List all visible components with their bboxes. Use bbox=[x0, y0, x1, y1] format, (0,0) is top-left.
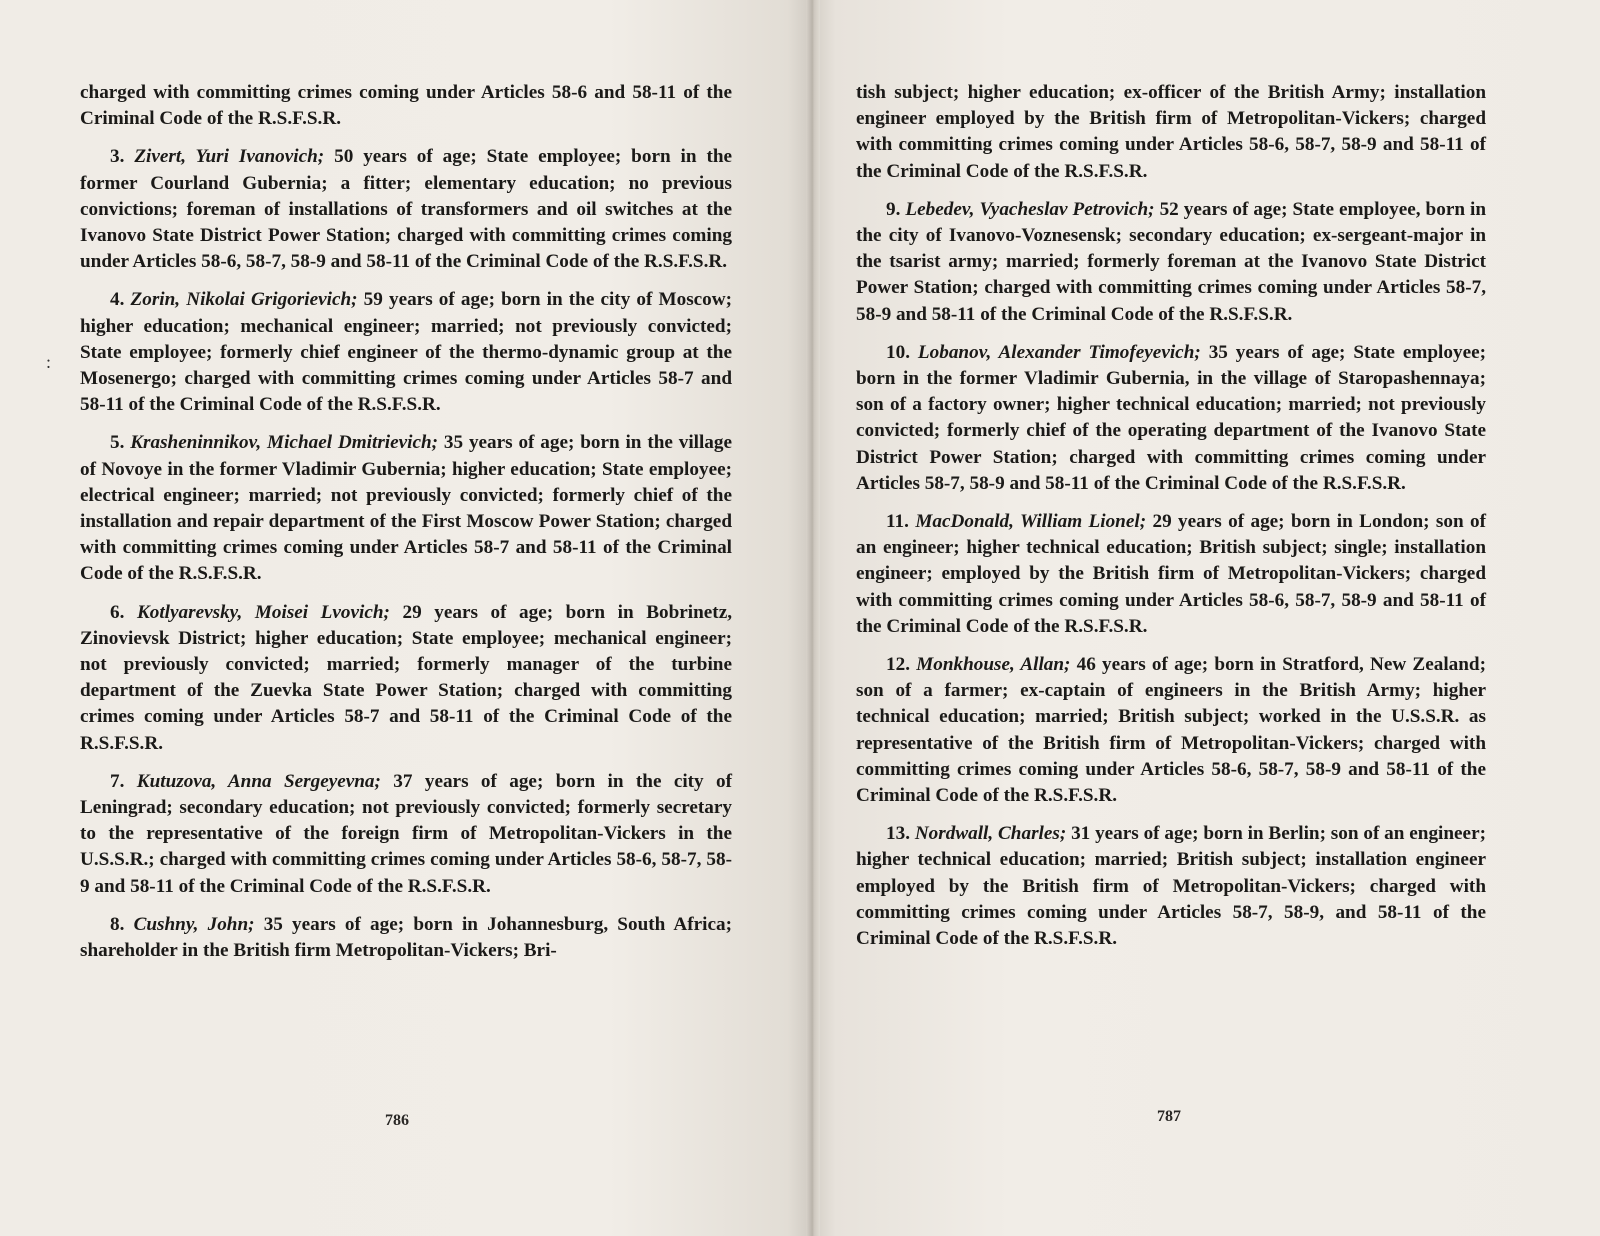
entry-name: Kutuzova, Anna Sergeyevna; bbox=[136, 770, 381, 792]
entry-number: 10. bbox=[886, 341, 910, 363]
entry-name: Zorin, Nikolai Grigorievich; bbox=[130, 289, 358, 311]
page-number: 786 bbox=[385, 1112, 409, 1129]
entry-number: 7. bbox=[110, 770, 125, 792]
entry-text: 29 years of age; born in London; son of an engineer; higher technical education; British subject; single; installation engineer; employed by the British firm of Metropolitan-Vickers; charged with committing crimes coming under Articles 58-6, 58-7, 58-9 and 58-11 of the Criminal Code of the R.S.F.S.R. bbox=[856, 511, 1487, 637]
entry-7 bbox=[80, 769, 732, 900]
right-page-text bbox=[856, 80, 1486, 964]
entry-number: 11. bbox=[886, 511, 909, 533]
entry-text: 52 years of age; State employee, born in the city of Ivanovo-Voznesensk; secondary education; ex-sergeant-major in the tsarist army; married; formerly foreman at the Ivanovo State District Power Station; charged with committing crimes coming under Articles 58-7, 58-9 and 58-11 of the Criminal Code of the R.S.F.S.R. bbox=[856, 198, 1486, 325]
entry-text: 29 years of age; born in Bobrinetz, Zinovievsk District; higher education; State employee; mechanical engineer; not previously convicted; married; formerly manager of the turbine department of the Zuevka State Power Station; charged with committing crimes coming under Articles 58-7 and 58-11 of the Criminal Code of the R.S.F.S.R. bbox=[80, 601, 733, 754]
entry-13 bbox=[856, 821, 1486, 952]
entry-12 bbox=[856, 652, 1486, 809]
entry-number: 13. bbox=[886, 823, 910, 845]
entry-text: 35 years of age; born in Johannesburg, South Africa; shareholder in the British firm Metropolitan-Vickers; Bri- bbox=[80, 913, 732, 962]
entry-name: Cushny, John; bbox=[133, 913, 255, 935]
entry-name: Nordwall, Charles; bbox=[914, 823, 1067, 845]
entry-text: 35 years of age; born in the village of Novoye in the former Vladimir Gubernia; higher education; State employee; electrical engineer; married; not previously convicted; formerly chief of the installation and repair department of the First Moscow Power Station; charged with committing crimes coming under Articles 58-7 and 58-11 of the Criminal Code of the R.S.F.S.R. bbox=[80, 432, 733, 585]
entry-name: Zivert, Yuri Ivanovich; bbox=[134, 146, 325, 168]
entry-3 bbox=[80, 144, 732, 275]
entry-name: Lobanov, Alexander Timofeyevich; bbox=[917, 341, 1201, 363]
page-number: 787 bbox=[1157, 1108, 1181, 1125]
entry-text: 50 years of age; State employee; born in the former Courland Gubernia; a fitter; elementary education; no previous convictions; foreman of installations of transformers and oil switches at the Ivanovo State District Power Station; charged with committing crimes coming under Articles 58-6, 58-7, 58-9 and 58-11 of the Criminal Code of the R.S.F.S.R. bbox=[80, 146, 733, 273]
entry-name: Krasheninnikov, Michael Dmitrievich; bbox=[130, 432, 439, 454]
entry-text: 31 years of age; born in Berlin; son of an engineer; higher technical education; married; British subject; installation engineer employed by the British firm of Metropolitan-Vickers; charged with committing crimes coming under Articles 58-7, 58-9, and 58-11 of the Criminal Code of the R.S.F.S.R. bbox=[856, 823, 1486, 950]
entry-text: 46 years of age; born in Stratford, New Zealand; son of a farmer; ex-captain of engineers in the British Army; higher technical education; married; British subject; worked in the U.S.S.R. as representative of the British firm of Metropolitan-Vickers; charged with committing crimes coming under Articles 58-6, 58-7, 58-9 and 58-11 of the Criminal Code of the R.S.F.S.R. bbox=[856, 654, 1486, 807]
entry-number: 9. bbox=[886, 198, 901, 220]
entry-name: Kotlyarevsky, Moisei Lvovich; bbox=[136, 601, 390, 623]
entry-6 bbox=[80, 600, 732, 757]
left-opening-paragraph: charged with committing crimes coming under Articles 58-6 and 58-11 of the Criminal Code of the R.S.F.S.R. bbox=[80, 82, 732, 130]
entry-4 bbox=[80, 287, 732, 418]
entry-name: Lebedev, Vyacheslav Petrovich; bbox=[905, 198, 1155, 220]
left-page-text bbox=[80, 80, 732, 976]
entry-number: 12. bbox=[886, 654, 910, 676]
book-gutter bbox=[806, 0, 820, 1236]
entry-5 bbox=[80, 430, 732, 587]
entry-text: 59 years of age; born in the city of Moscow; higher education; mechanical engineer; married; not previously convicted; State employee; formerly chief engineer of the thermo-dynamic group at the Mosenergo; charged with committing crimes coming under Articles 58-7 and 58-11 of the Criminal Code of the R.S.F.S.R. bbox=[80, 289, 733, 416]
entry-11 bbox=[856, 509, 1486, 640]
margin-mark: : bbox=[46, 352, 52, 372]
entry-8 bbox=[80, 912, 732, 964]
right-opening-paragraph: tish subject; higher education; ex-officer of the British Army; installation engineer employed by the British firm of Metropolitan-Vickers; charged with committing crimes coming under Articles 58-6, 58-7, 58-9 and 58-11 of the Criminal Code of the R.S.F.S.R. bbox=[856, 82, 1486, 182]
entry-10 bbox=[856, 340, 1486, 497]
entry-name: MacDonald, William Lionel; bbox=[915, 511, 1147, 533]
entry-text: 35 years of age; State employee; born in the former Vladimir Gubernia, in the village of Staropashennaya; son of a factory owner; higher technical education; married; not previously convicted; formerly chief of the operating department of the Ivanovo State District Power Station; charged with committing crimes coming under Articles 58-7, 58-9 and 58-11 of the Criminal Code of the R.S.F.S.R. bbox=[856, 341, 1486, 494]
entry-number: 8. bbox=[110, 913, 125, 935]
entry-text: 37 years of age; born in the city of Leningrad; secondary education; not previously convicted; formerly secretary to the representative of the foreign firm of Metropolitan-Vickers in the U.S.S.R.; charged with committing crimes coming under Articles 58-6, 58-7, 58-9 and 58-11 of the Criminal Code of the R.S.F.S.R. bbox=[80, 770, 733, 897]
entry-number: 4. bbox=[110, 289, 125, 311]
entry-name: Monkhouse, Allan; bbox=[916, 654, 1071, 676]
entry-number: 5. bbox=[110, 432, 125, 454]
entry-number: 6. bbox=[110, 601, 125, 623]
entry-9 bbox=[856, 197, 1486, 328]
entry-number: 3. bbox=[110, 146, 125, 168]
right-page bbox=[812, 0, 1600, 1236]
